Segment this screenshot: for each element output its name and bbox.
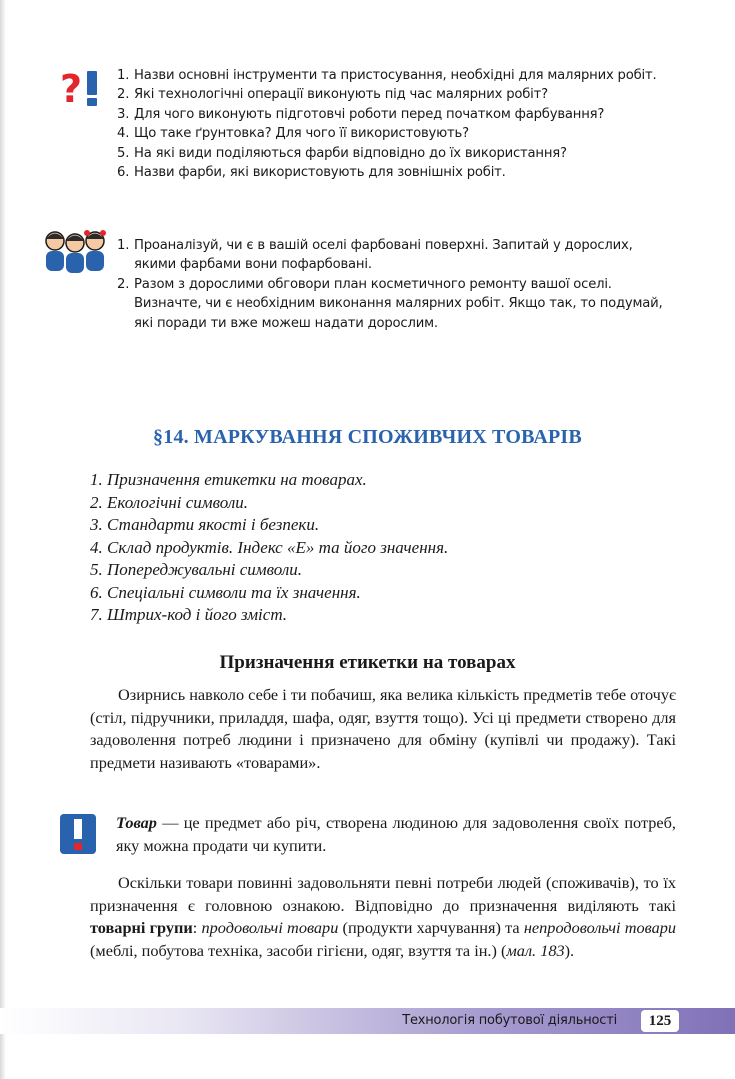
practical-tasks xyxy=(117,236,677,333)
text-run: : xyxy=(192,918,202,937)
plan-item: 4. Склад продуктів. Індекс «Е» та його значення. xyxy=(90,537,449,557)
section-plan xyxy=(90,469,448,627)
groups-paragraph xyxy=(90,872,676,962)
page-number: 125 xyxy=(641,1010,679,1032)
section-title: §14. МАРКУВАННЯ СПОЖИВЧИХ ТОВАРІВ xyxy=(153,426,582,448)
question-exclamation-icon xyxy=(60,68,104,108)
question-item: 6. Назви фарби, які використовують для зовнішніх робіт. xyxy=(117,165,506,181)
text-run: (продукти харчування) та xyxy=(338,918,524,937)
plan-item: 2. Екологічні символи. xyxy=(90,492,249,512)
figure-ref: мал. 183 xyxy=(506,940,565,960)
subheading: Призначення етикетки на товарах xyxy=(219,652,516,673)
definition-paragraph xyxy=(116,812,676,857)
definition-text: — це предмет або річ, створена людиною для задоволення своїх потреб, яку можна продати чи купити. xyxy=(116,813,676,855)
text-run: (меблі, побутова техніка, засоби гігієни, одяг, взуття та ін.) ( xyxy=(90,940,507,960)
exclamation-icon xyxy=(60,814,96,854)
plan-item: 5. Попереджувальні символи. xyxy=(90,560,303,579)
plan-item: 6. Спеціальні символи та їх значення. xyxy=(90,582,361,602)
footer-band xyxy=(0,1008,735,1034)
plan-item: 3. Стандарти якості і безпеки. xyxy=(90,515,320,534)
children-icon xyxy=(42,226,108,276)
page-edge xyxy=(0,0,6,1079)
definition-term: Товар xyxy=(116,813,157,832)
plan-item: 7. Штрих-код і його зміст. xyxy=(90,605,288,624)
plan-item: 1. Призначення етикетки на товарах. xyxy=(90,470,367,489)
svg-text:?: ? xyxy=(60,68,83,108)
question-item: 4. Що таке ґрунтовка? Для чого її використовують? xyxy=(117,126,469,142)
italic-term: непродовольчі товари xyxy=(523,918,676,937)
task-item: 1. Проаналізуй, чи є в вашій оселі фарбовані поверхні. Запитай у дорослих, якими фарбами вони пофарбовані. xyxy=(117,238,633,273)
bold-term: товарні групи xyxy=(90,918,193,937)
footer-title: Технологія побутової діяльності xyxy=(402,1013,617,1028)
question-item: 5. На які види поділяються фарби відповідно до їх використання? xyxy=(117,145,567,161)
question-item: 2. Які технологічні операції виконують під час малярних робіт? xyxy=(117,87,548,103)
intro-paragraph: Озирнись навколо себе і ти побачиш, яка велика кількість предметів тебе оточує (стіл, підручники, приладдя, шафа, одяг, взуття тощо). Усі ці предмети створено для задоволення потреб людини і призначено для обміну (купівлі чи продажу). Такі предмети називають «товарами». xyxy=(90,685,676,772)
task-item: 2. Разом з дорослими обговори план косметичного ремонту вашої оселі. Визначте, чи є необхідним виконання малярних робіт. Якщо так, то подумай, які поради ти вже можеш надати дорослим. xyxy=(117,276,663,331)
question-item: 3. Для чого виконують підготовчі роботи перед початком фарбування? xyxy=(117,106,605,122)
question-item: 1. Назви основні інструменти та пристосування, необхідні для малярних робіт. xyxy=(117,68,657,83)
text-run: Оскільки товари повинні задовольняти певні потреби людей (споживачів), то їх призначення є головною ознакою. Відповідно до призначення виділяють такі xyxy=(90,873,676,915)
text-run: ). xyxy=(564,940,575,960)
italic-term: продовольчі товари xyxy=(201,918,339,937)
review-questions xyxy=(117,66,677,182)
